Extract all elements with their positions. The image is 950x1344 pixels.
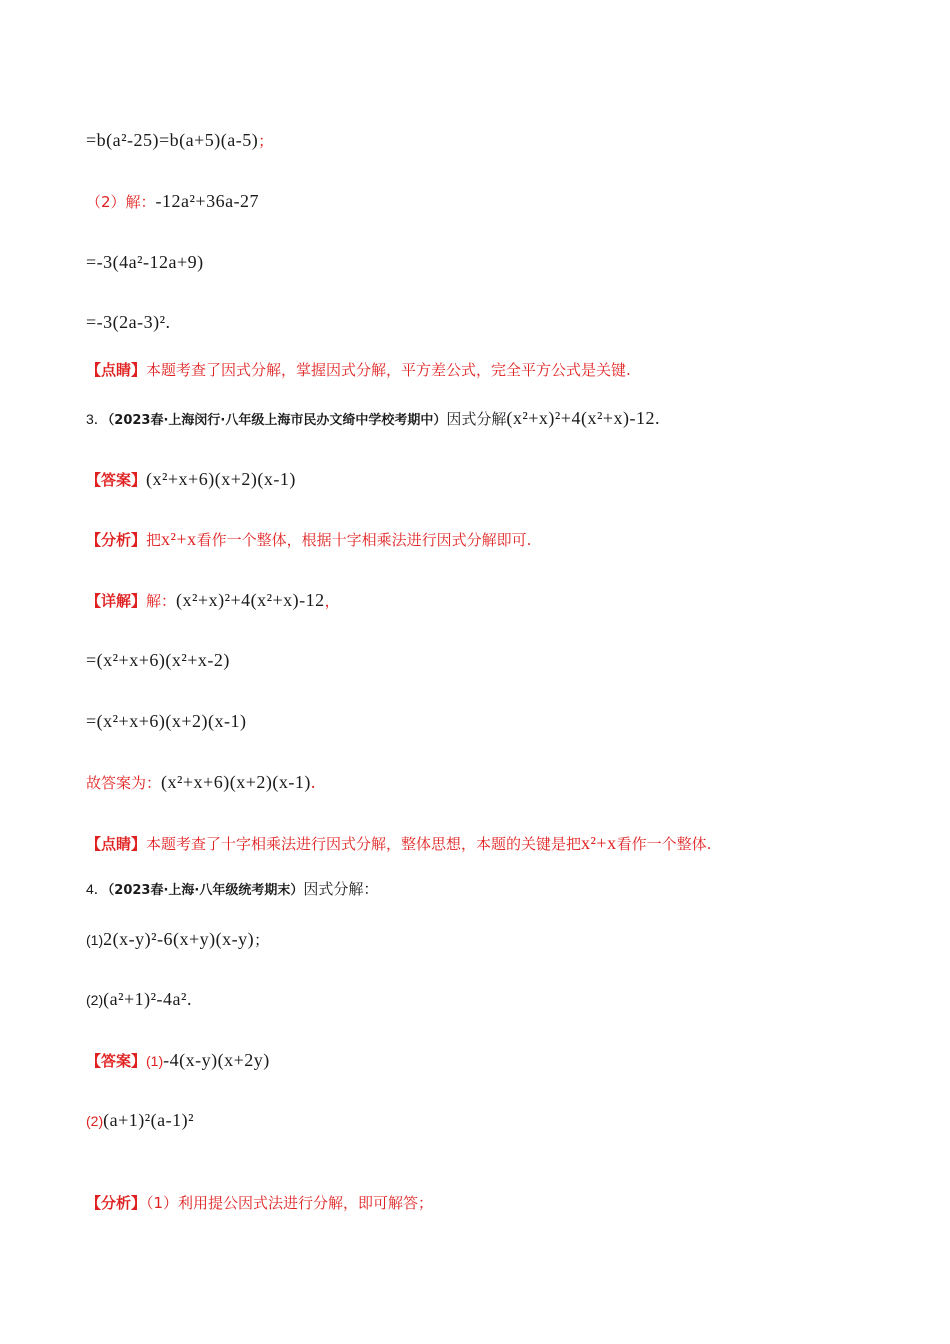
line-9 [86,588,340,613]
detail-text: 解： [146,592,177,610]
line-7 [86,467,296,492]
equation: (a+1)²(a-1)² [103,1110,195,1130]
equation: =-3(2a-3)² [86,312,166,332]
line-10 [86,648,230,673]
question-4 [86,877,378,903]
equation: (x²+x+6)(x+2)(x-1) [146,469,296,489]
sub-label: (2) [86,1113,104,1129]
punct: . [310,772,316,792]
result-text: 故答案为： [86,774,162,792]
line-12 [86,770,316,795]
sub-question-label: （2）解： [86,193,156,211]
equation: -12a²+36a-27 [155,191,260,211]
line-8 [86,527,531,552]
question-3 [86,406,660,433]
tag-dianjing: 【点睛】 [86,361,147,379]
equation: 2(x-y)²-6(x+y)(x-y) [103,929,255,949]
tag-analysis: 【分析】 [86,531,147,549]
line-15 [86,927,269,952]
tag-answer: 【答案】 [86,471,147,489]
line-3 [86,250,204,275]
sub-label: (1) [146,1053,164,1069]
punct: . [186,989,192,1009]
sub-label: (2) [86,992,104,1008]
analysis-text: （1）利用提公因式法进行分解，即可解答； [146,1194,434,1212]
equation: =(x²+x+6)(x+2)(x-1) [86,711,247,731]
equation: x²+x [581,833,617,853]
line-5 [86,358,631,382]
note-text-2: 看作一个整体. [616,835,712,853]
line-19 [86,1191,433,1215]
equation: x²+x [161,529,197,549]
question-text: 因式分解 [446,410,507,428]
question-number: 3． [86,411,108,427]
line-17 [86,1048,270,1073]
equation: -4(x-y)(x+2y) [163,1050,270,1070]
sub-label: (1) [86,932,104,948]
punct: ， [324,592,340,610]
analysis-text-2: 看作一个整体，根据十字相乘法进行因式分解即可. [196,531,532,549]
punct: . [165,312,171,332]
line-16 [86,987,192,1012]
punct: ； [258,132,274,150]
punct: ； [254,931,270,949]
equation: =(x²+x+6)(x²+x-2) [86,650,230,670]
equation: (x²+x)²+4(x²+x)-12 [176,590,325,610]
tag-analysis: 【分析】 [86,1194,147,1212]
question-source: （2023春·上海·八年级统考期末） [107,883,304,898]
line-11 [86,709,246,734]
line-1 [86,128,273,153]
line-4 [86,310,171,335]
equation: (x²+x)²+4(x²+x)-12 [506,408,655,428]
equation: =b(a²-25)=b(a+5)(a-5) [86,130,259,150]
note-text: 本题考查了十字相乘法进行因式分解，整体思想，本题的关键是把 [146,835,582,853]
equation: (a²+1)²-4a² [103,989,187,1009]
punct: . [655,408,660,428]
line-13 [86,831,711,856]
analysis-text: 把 [146,531,162,549]
line-18 [86,1108,194,1133]
tag-answer: 【答案】 [86,1052,147,1070]
question-source: （2023春·上海闵行·八年级上海市民办文绮中学校考期中） [107,413,447,428]
tag-dianjing: 【点睛】 [86,835,147,853]
equation: (x²+x+6)(x+2)(x-1) [161,772,311,792]
question-text: 因式分解： [303,880,379,898]
tag-detail: 【详解】 [86,592,147,610]
line-2 [86,189,259,214]
note-text: 本题考查了因式分解，掌握因式分解，平方差公式，完全平方公式是关键. [146,361,631,379]
equation: =-3(4a²-12a+9) [86,252,204,272]
question-number: 4． [86,881,108,897]
